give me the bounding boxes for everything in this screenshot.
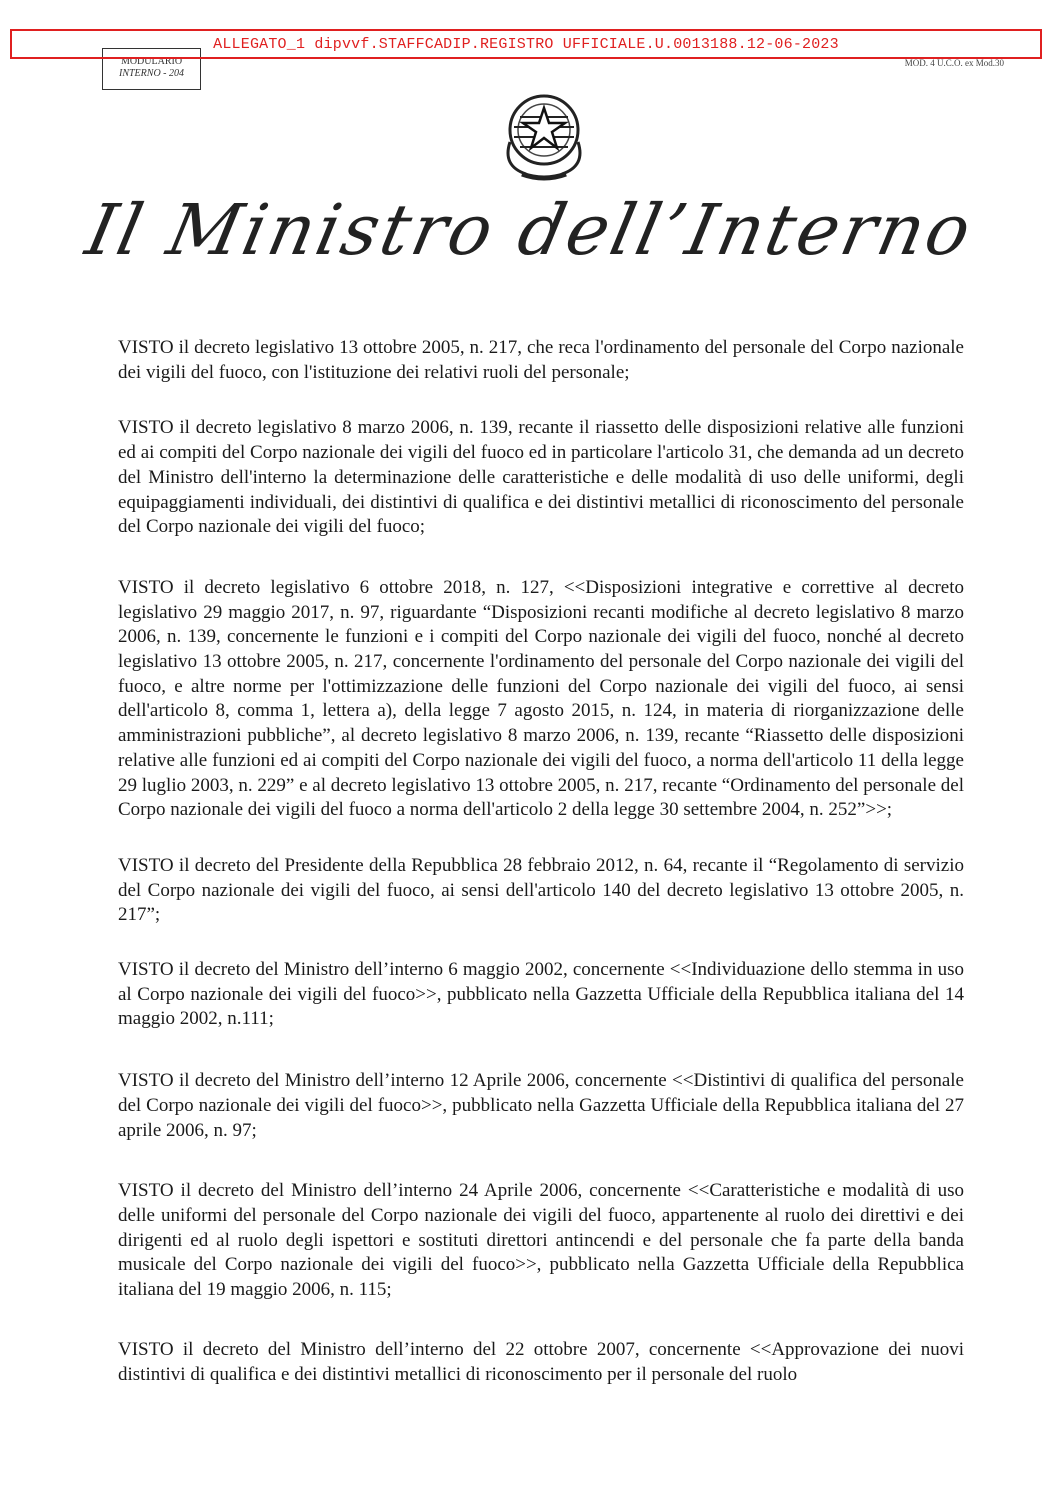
italian-republic-emblem-icon <box>496 86 592 184</box>
paragraph-6: VISTO il decreto del Ministro dell’interno 12 Aprile 2006, concernente <<Distintivi di qualifica del personale del Corpo nazionale dei vigili del fuoco>>, pubblicato nella Gazzetta Ufficiale della Repubblica italiana del 27 aprile 2006, n. 97; <box>118 1070 964 1141</box>
paragraph-2: VISTO il decreto legislativo 8 marzo 2006, n. 139, recante il riassetto delle disposizioni relative alle funzioni ed ai compiti del Corpo nazionale dei vigili del fuoco ed in particolare l'articolo 31, che demanda ad un decreto del Ministro dell'interno la determinazione delle caratteristiche e delle modalità di uso delle uniformi, degli equipaggiamenti individuali, dei distintivi di qualifica e dei distintivi metallici di riconoscimento del personale del Corpo nazionale dei vigili del fuoco; <box>118 417 964 538</box>
document-body <box>118 336 964 1415</box>
paragraph-8: VISTO il decreto del Ministro dell’interno del 22 ottobre 2007, concernente <<Approvazione dei nuovi distintivi di qualifica e dei distintivi metallici di riconoscimento per il personale del ruolo <box>118 1338 964 1385</box>
form-code: MOD. 4 U.C.O. ex Mod.30 <box>904 58 1004 68</box>
paragraph-3: VISTO il decreto legislativo 6 ottobre 2018, n. 127, <<Disposizioni integrative e correttive al decreto legislativo 29 maggio 2017, n. 97, riguardante “Disposizioni recanti modifiche al decreto legislativo 8 marzo 2006, n. 139, concernente le funzioni e i compiti del Corpo nazionale dei vigili del fuoco, nonché al decreto legislativo 13 ottobre 2005, n. 217, concernente l'ordinamento del personale del Corpo nazionale dei vigili del fuoco, e altre norme per l'ottimizzazione delle funzioni del Corpo nazionale dei vigili del fuoco, ai sensi dell'articolo 8, comma 1, lettera a), della legge 7 agosto 2015, n. 124, in materia di riorganizzazione delle amministrazioni pubbliche”, al decreto legislativo 8 marzo 2006, n. 139, recante “Riassetto delle disposizioni relative alle funzioni ed ai compiti del Corpo nazionale dei vigili del fuoco, a norma dell'articolo 11 della legge 29 luglio 2003, n. 229” e al decreto legislativo 13 ottobre 2005, n. 217, recante “Ordinamento del personale del Corpo nazionale dei vigili del fuoco a norma dell'articolo 2 della legge 30 settembre 2004, n. 252”>>; <box>118 576 964 821</box>
modulario-label: MODULARIO <box>120 56 183 67</box>
paragraph-1: VISTO il decreto legislativo 13 ottobre 2005, n. 217, che reca l'ordinamento del personale del Corpo nazionale dei vigili del fuoco, con l'istituzione dei relativi ruoli del personale; <box>118 337 964 383</box>
modulario-code: INTERNO - 204 <box>119 68 184 79</box>
ministry-title: Il Ministro dell’Interno <box>79 189 981 271</box>
paragraph-5: VISTO il decreto del Ministro dell’interno 6 maggio 2002, concernente <<Individuazione dello stemma in uso al Corpo nazionale dei vigili del fuoco>>, pubblicato nella Gazzetta Ufficiale della Repubblica italiana del 14 maggio 2002, n.111; <box>118 959 964 1030</box>
paragraph-7: VISTO il decreto del Ministro dell’interno 24 Aprile 2006, concernente <<Caratteristiche e modalità di uso delle uniformi del personale del Corpo nazionale dei vigili del fuoco, appartenente al ruolo dei direttivi e dei dirigenti ed al ruolo degli ispettori e sostituti direttori antincendi e del personale che fa parte della banda musicale del Corpo nazionale dei vigili del fuoco>>, pubblicato nella Gazzetta Ufficiale della Repubblica italiana del 19 maggio 2006, n. 115; <box>118 1180 964 1301</box>
protocol-stamp: ALLEGATO_1 dipvvf.STAFFCADIP.REGISTRO UFFICIALE.U.0013188.12-06-2023 <box>10 29 1042 59</box>
paragraph-4: VISTO il decreto del Presidente della Repubblica 28 febbraio 2012, n. 64, recante il “Regolamento di servizio del Corpo nazionale dei vigili del fuoco, ai sensi dell'articolo 140 del decreto legislativo 13 ottobre 2005, n. 217”; <box>118 854 964 926</box>
